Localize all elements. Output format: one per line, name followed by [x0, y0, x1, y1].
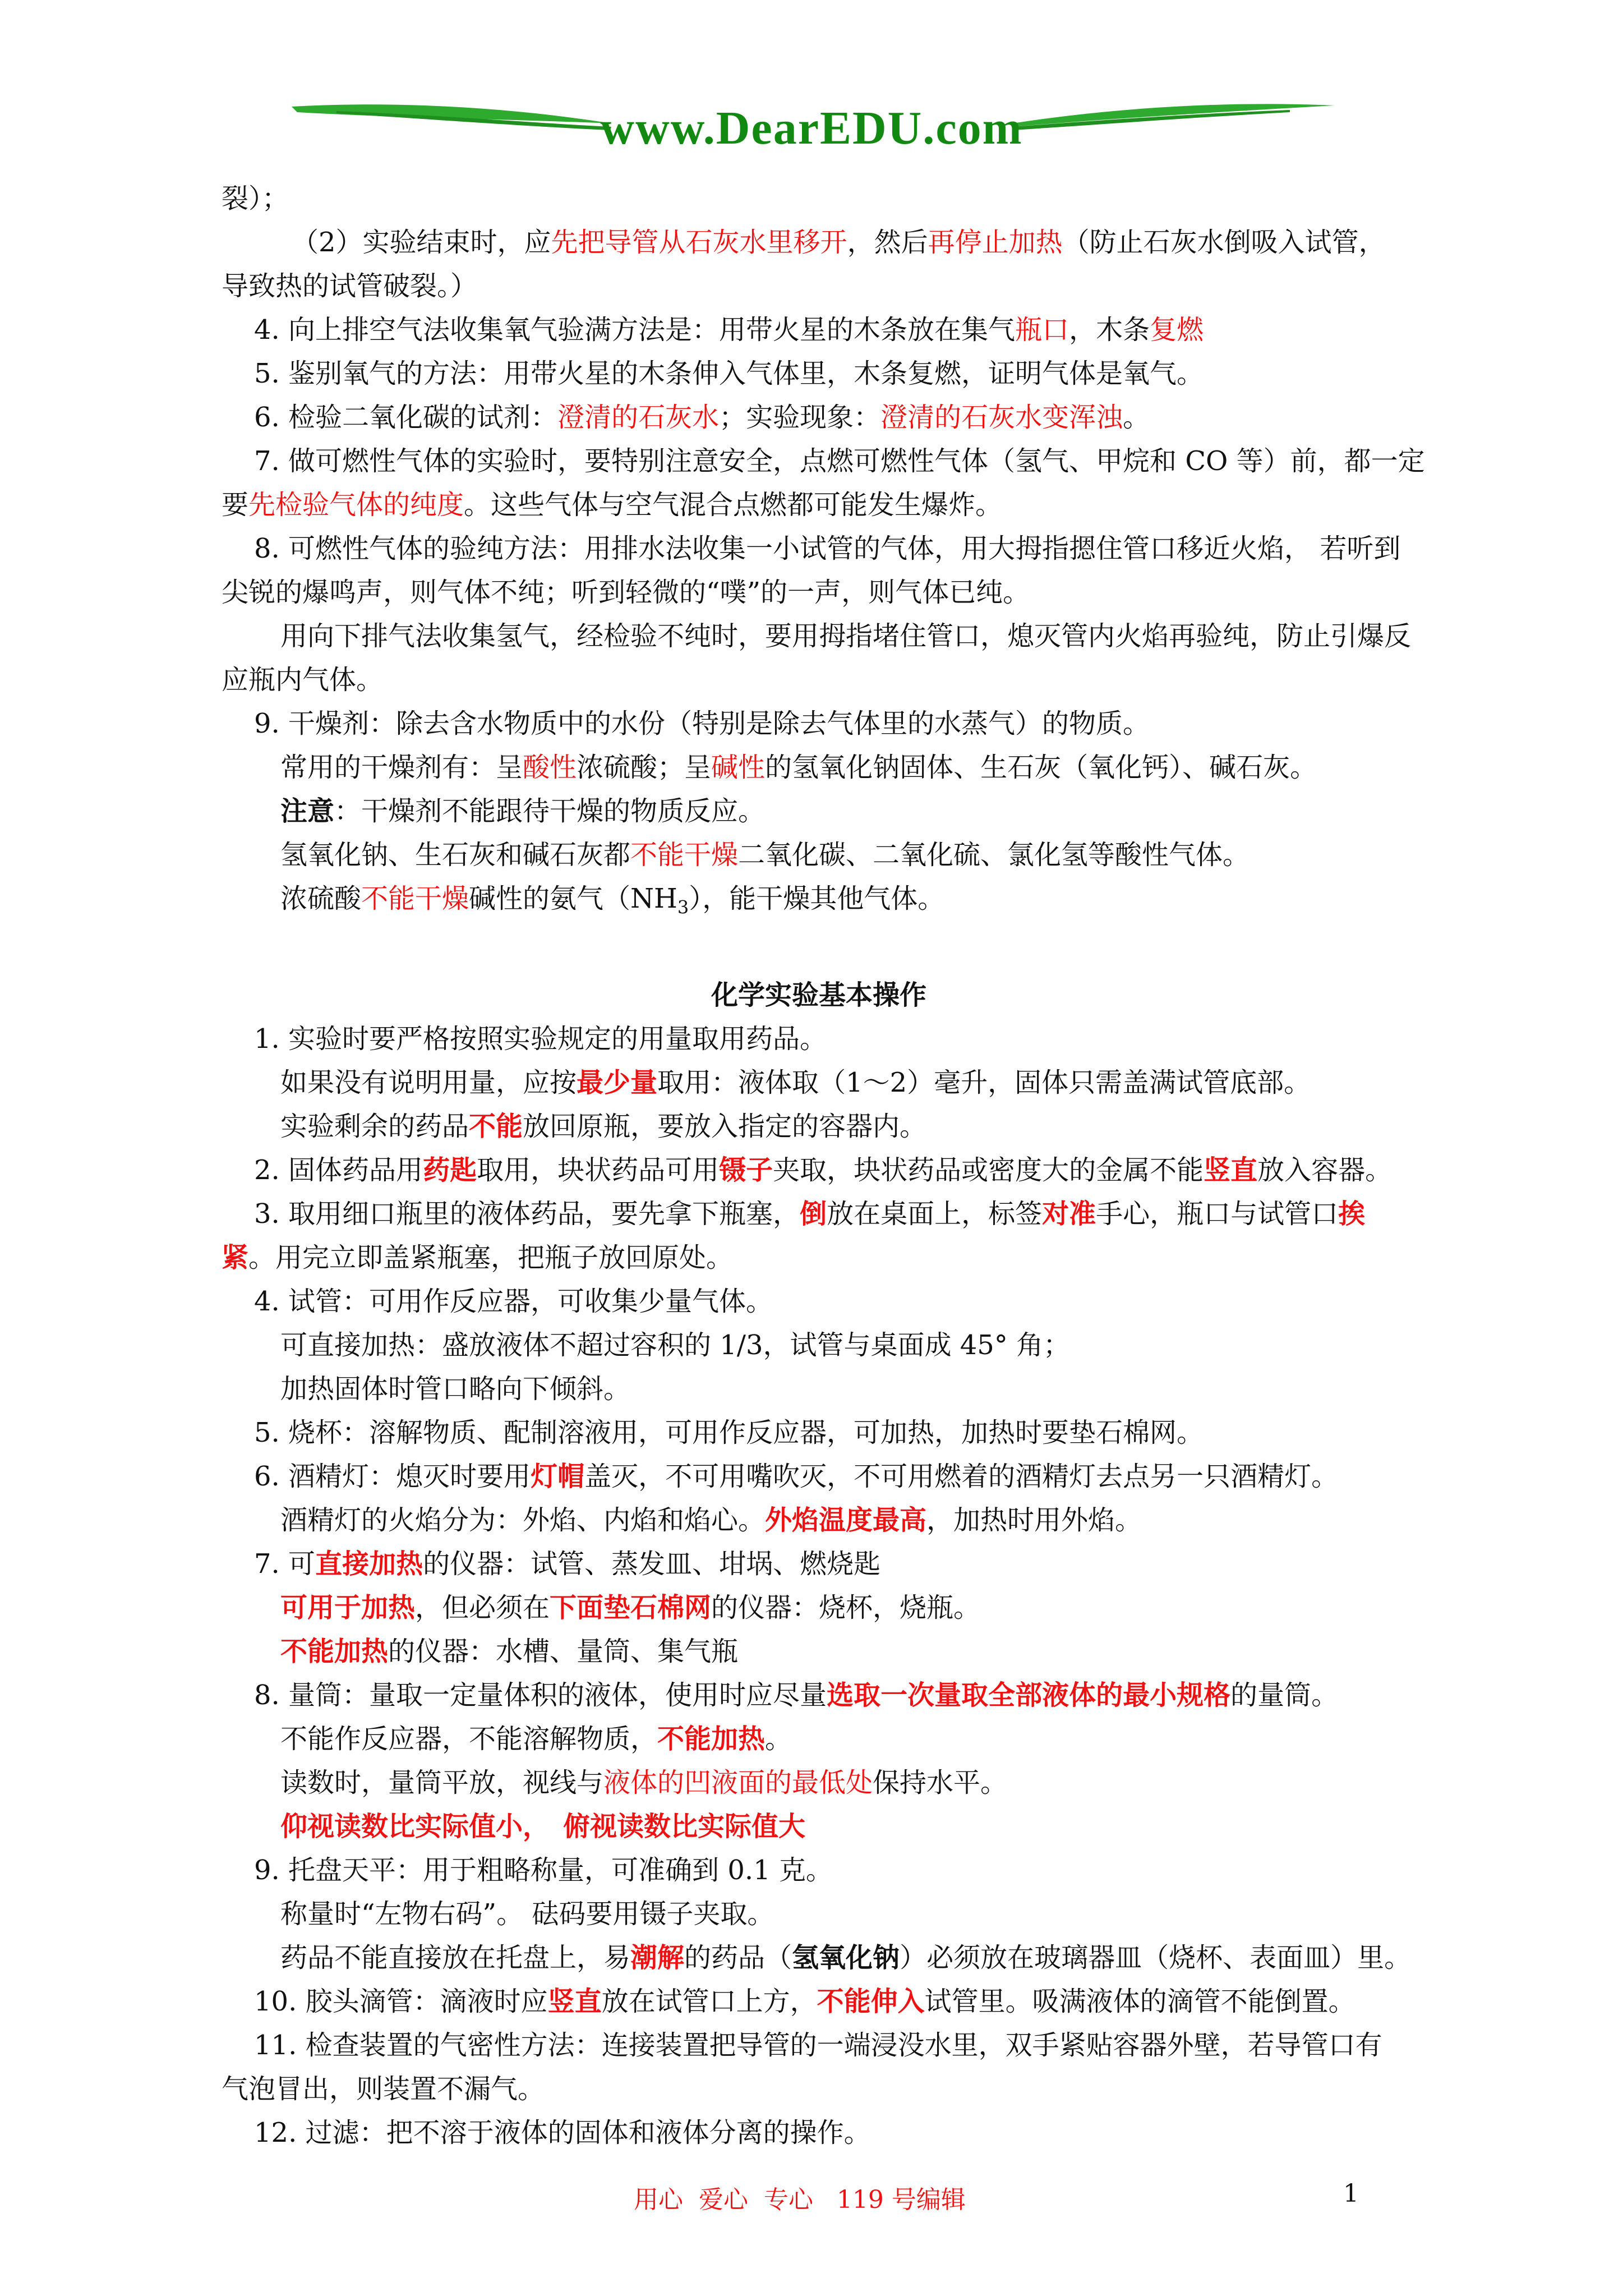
text-run: 2. 固体药品用: [254, 1154, 423, 1186]
text-run: 5. 鉴别氧气的方法：用带火星的木条伸入气体里，木条复燃，证明气体是氧气。: [254, 358, 1204, 389]
text-line: [222, 658, 1416, 702]
highlight-text: 药匙: [423, 1154, 477, 1186]
text-run: ：干燥剂不能跟待干燥的物质反应。: [334, 795, 766, 827]
text-run: 手心，瓶口与试管口: [1096, 1198, 1339, 1230]
text-run: 要: [222, 489, 249, 521]
text-run: 试管里。吸满液体的滴管不能倒置。: [924, 1985, 1355, 2017]
text-line: [222, 1148, 1416, 1192]
text-line: [222, 395, 1416, 439]
text-run: 。用完立即盖紧瓶塞，把瓶子放回原处。: [248, 1241, 734, 1273]
text-line: [222, 1367, 1416, 1411]
text-run: ；实验现象：: [719, 402, 881, 433]
text-run: 。这些气体与空气混合点燃都可能发生爆炸。: [464, 489, 1003, 521]
highlight-text: 竖直: [1204, 1154, 1258, 1186]
text-block-gas-experiments: [222, 177, 1425, 930]
text-line: [222, 1717, 1416, 1761]
text-run: 氢氧化钠、生石灰和碱石灰都: [280, 839, 631, 871]
highlight-text: 竖直: [547, 1985, 602, 2017]
footer-text: 用心 爱心 专心 119 号编辑: [634, 2185, 966, 2214]
text-run: 8. 可燃性气体的验纯方法：用排水法收集一小试管的气体，用大拇指摁住管口移近火焰， 若听到: [254, 533, 1401, 564]
text-run: 加热固体时管口略向下倾斜。: [280, 1373, 631, 1405]
text-line: [222, 1105, 1416, 1148]
text-line: [222, 1892, 1416, 1936]
text-run: （2）实验结束时，应: [292, 227, 551, 258]
text-line: [222, 1542, 1416, 1586]
text-line: [222, 570, 1416, 614]
text-run: 的氢氧化钠固体、生石灰（氧化钙）、碱石灰。: [765, 752, 1317, 783]
highlight-text: 不能干燥: [361, 883, 469, 914]
text-run: 3. 取用细口瓶里的液体药品，要先拿下瓶塞，: [254, 1198, 800, 1230]
text-run: 的量筒。: [1230, 1679, 1339, 1711]
page-number: 1: [1343, 2179, 1359, 2208]
text-line: [222, 527, 1416, 570]
text-run: ，然后: [847, 227, 928, 258]
text-run: 10. 胶头滴管：滴液时应: [254, 1985, 548, 2017]
text-run: 放入容器。: [1257, 1154, 1393, 1186]
section-title: 化学实验基本操作: [711, 979, 926, 1011]
text-line: [222, 1061, 1416, 1105]
highlight-text: 先把导管从石灰水里移开: [551, 227, 847, 258]
text-run: 5. 烧杯：溶解物质、配制溶液用，可用作反应器，可加热，加热时要垫石棉网。: [254, 1416, 1204, 1448]
text-run: 3: [677, 896, 689, 918]
text-line: [222, 789, 1416, 833]
highlight-text: 不能加热: [657, 1723, 766, 1755]
text-line: [222, 1411, 1416, 1455]
text-run: 二氧化碳、二氧化硫、氯化氢等酸性气体。: [738, 839, 1250, 871]
text-line: [222, 877, 1416, 930]
highlight-text: 仰视读数比实际值小， 俯视读数比实际值大: [280, 1810, 806, 1842]
text-run: 放回原瓶，要放入指定的容器内。: [523, 1110, 927, 1142]
text-run: 9. 托盘天平：用于粗略称量，可准确到 0.1 克。: [254, 1854, 833, 1886]
text-line: [222, 264, 1416, 308]
highlight-text: 碱性: [711, 752, 766, 783]
text-line: [222, 614, 1416, 658]
text-line: [222, 2023, 1416, 2067]
highlight-text: 不能伸入: [817, 1985, 925, 2017]
text-run: 放在桌面上，标签: [827, 1198, 1043, 1230]
highlight-text: 可用于加热: [280, 1591, 416, 1623]
highlight-text: 最少量: [577, 1066, 658, 1098]
text-run: 如果没有说明用量，应按: [280, 1066, 577, 1098]
text-run: 可直接加热：盛放液体不超过容积的 1/3，试管与桌面成 45° 角；: [280, 1329, 1071, 1361]
text-line: [222, 1805, 1416, 1848]
text-run: 气泡冒出，则装置不漏气。: [222, 2073, 545, 2105]
text-run: 应瓶内气体。: [222, 664, 384, 696]
text-run: 8. 量筒：量取一定量体积的液体，使用时应尽量: [254, 1679, 827, 1711]
highlight-text: 外焰温度最高: [765, 1504, 927, 1536]
text-run: 4. 试管：可用作反应器，可收集少量气体。: [254, 1285, 773, 1317]
text-line: [222, 1280, 1416, 1323]
highlight-text: 下面垫石棉网: [550, 1591, 712, 1623]
text-run: 9. 干燥剂：除去含水物质中的水份（特别是除去气体里的水蒸气）的物质。: [254, 708, 1150, 739]
text-run: 药品不能直接放在托盘上，易: [280, 1941, 631, 1973]
text-line: [222, 1630, 1416, 1673]
text-block-basic-operations: [222, 1017, 1416, 2155]
text-line: [222, 1455, 1416, 1498]
text-run: 夹取，块状药品或密度大的金属不能: [773, 1154, 1204, 1186]
text-run: 6. 酒精灯：熄灭时要用: [254, 1460, 531, 1492]
text-run: ，但必须在: [415, 1591, 550, 1623]
text-run: 浓硫酸: [280, 883, 362, 914]
text-run: 1. 实验时要严格按照实验规定的用量取用药品。: [254, 1023, 827, 1055]
highlight-text: 直接加热: [315, 1548, 423, 1580]
text-line: [222, 1848, 1416, 1892]
text-line: [222, 1761, 1416, 1805]
text-run: 称量时“左物右码”。 砝码要用镊子夹取。: [280, 1898, 774, 1930]
site-header: [0, 84, 1623, 180]
text-run: ，加热时用外焰。: [926, 1504, 1142, 1536]
text-run: 读数时，量筒平放，视线与: [280, 1766, 604, 1798]
text-line: [222, 2067, 1416, 2111]
text-run: 不能作反应器，不能溶解物质，: [280, 1723, 658, 1755]
text-run: 盖灭，不可用嘴吹灭，不可用燃着的酒精灯去点另一只酒精灯。: [584, 1460, 1339, 1492]
text-run: 用向下排气法收集氢气，经检验不纯时，要用拇指堵住管口，熄灭管内火焰再验纯，防止引爆反: [280, 620, 1412, 652]
highlight-text: 瓶口: [1015, 314, 1069, 346]
highlight-text: 酸性: [523, 752, 577, 783]
text-run: ），能干燥其他气体。: [689, 883, 945, 914]
text-run: 的仪器：烧杯，烧瓶。: [711, 1591, 981, 1623]
highlight-text: 紧: [222, 1241, 249, 1273]
text-run: 注意: [280, 795, 335, 827]
text-line: [222, 1673, 1416, 1717]
site-logo-text[interactable]: www.DearEDU.com: [600, 102, 1023, 154]
text-run: 尖锐的爆鸣声，则气体不纯；听到轻微的“噗”的一声，则气体已纯。: [222, 577, 1030, 608]
text-line: [222, 2111, 1416, 2155]
highlight-text: 镊子: [719, 1154, 773, 1186]
text-run: 。: [765, 1723, 792, 1755]
text-run: 6. 检验二氧化碳的试剂：: [254, 402, 558, 433]
text-run: 碱性的氨气（NH: [469, 883, 677, 914]
text-line: [222, 439, 1425, 483]
text-line: [222, 1936, 1416, 1980]
page-footer: [0, 2179, 1623, 2219]
highlight-text: 澄清的石灰水变浑浊: [880, 402, 1123, 433]
text-line: [222, 1017, 1416, 1061]
document-body: [222, 177, 1425, 2155]
text-line: [222, 220, 1416, 264]
text-run: 的仪器：水槽、量筒、集气瓶: [388, 1635, 739, 1667]
text-line: [222, 1586, 1416, 1630]
text-line: [222, 1192, 1416, 1236]
highlight-text: 不能: [469, 1110, 523, 1142]
text-run: 实验剩余的药品: [280, 1110, 469, 1142]
highlight-text: 再停止加热: [928, 227, 1063, 258]
text-run: 12. 过滤：把不溶于液体的固体和液体分离的操作。: [254, 2116, 871, 2148]
text-run: 浓硫酸；呈: [577, 752, 712, 783]
text-run: （防止石灰水倒吸入试管，: [1062, 227, 1386, 258]
text-run: 取用：液体取（1～2）毫升，固体只需盖满试管底部。: [657, 1066, 1311, 1098]
text-run: 7. 可: [254, 1548, 316, 1580]
text-run: 酒精灯的火焰分为：外焰、内焰和焰心。: [280, 1504, 766, 1536]
text-run: 裂）；: [222, 183, 289, 214]
text-line: [222, 702, 1416, 746]
highlight-text: 倒: [800, 1198, 827, 1230]
text-run: 。: [1123, 402, 1150, 433]
text-line: [222, 1980, 1416, 2023]
text-run: 的仪器：试管、蒸发皿、坩埚、燃烧匙: [423, 1548, 881, 1580]
text-run: 常用的干燥剂有：呈: [280, 752, 523, 783]
text-line: [222, 1498, 1416, 1542]
text-line: [222, 177, 1416, 220]
text-run: 放在试管口上方，: [601, 1985, 817, 2017]
text-run: 的药品（: [684, 1941, 792, 1973]
highlight-text: 灯帽: [531, 1460, 585, 1492]
text-line: [222, 1323, 1416, 1367]
text-line: [222, 833, 1416, 877]
highlight-text: 不能加热: [280, 1635, 389, 1667]
text-line: [222, 483, 1416, 527]
text-run: ，木条: [1069, 314, 1150, 346]
highlight-text: 不能干燥: [630, 839, 739, 871]
text-run: 7. 做可燃性气体的实验时，要特别注意安全，点燃可燃性气体（氢气、甲烷和 CO 等）前，都一定: [254, 445, 1425, 477]
text-line: [222, 746, 1416, 789]
text-line: [222, 1236, 1416, 1280]
highlight-text: 选取一次量取全部液体的最小规格: [827, 1679, 1231, 1711]
highlight-text: 复燃: [1150, 314, 1204, 346]
text-run: 取用，块状药品可用: [477, 1154, 720, 1186]
highlight-text: 对准: [1042, 1198, 1096, 1230]
highlight-text: 澄清的石灰水: [557, 402, 720, 433]
text-line: [222, 308, 1416, 352]
highlight-text: 先检验气体的纯度: [248, 489, 464, 521]
text-line: [222, 352, 1416, 395]
text-run: 11. 检查装置的气密性方法：连接装置把导管的一端浸没水里，双手紧贴容器外壁，若导管口有: [254, 2029, 1382, 2061]
text-run: 导致热的试管破裂。）: [222, 270, 478, 302]
highlight-text: 液体的凹液面的最低处: [603, 1766, 873, 1798]
text-run: 氢氧化钠: [792, 1941, 900, 1973]
text-run: 4. 向上排空气法收集氧气验满方法是：用带火星的木条放在集气: [254, 314, 1016, 346]
highlight-text: 潮解: [630, 1941, 685, 1973]
text-run: 保持水平。: [873, 1766, 1008, 1798]
highlight-text: 挨: [1338, 1198, 1366, 1230]
text-run: ）必须放在玻璃器皿（烧杯、表面皿）里。: [900, 1941, 1412, 1973]
